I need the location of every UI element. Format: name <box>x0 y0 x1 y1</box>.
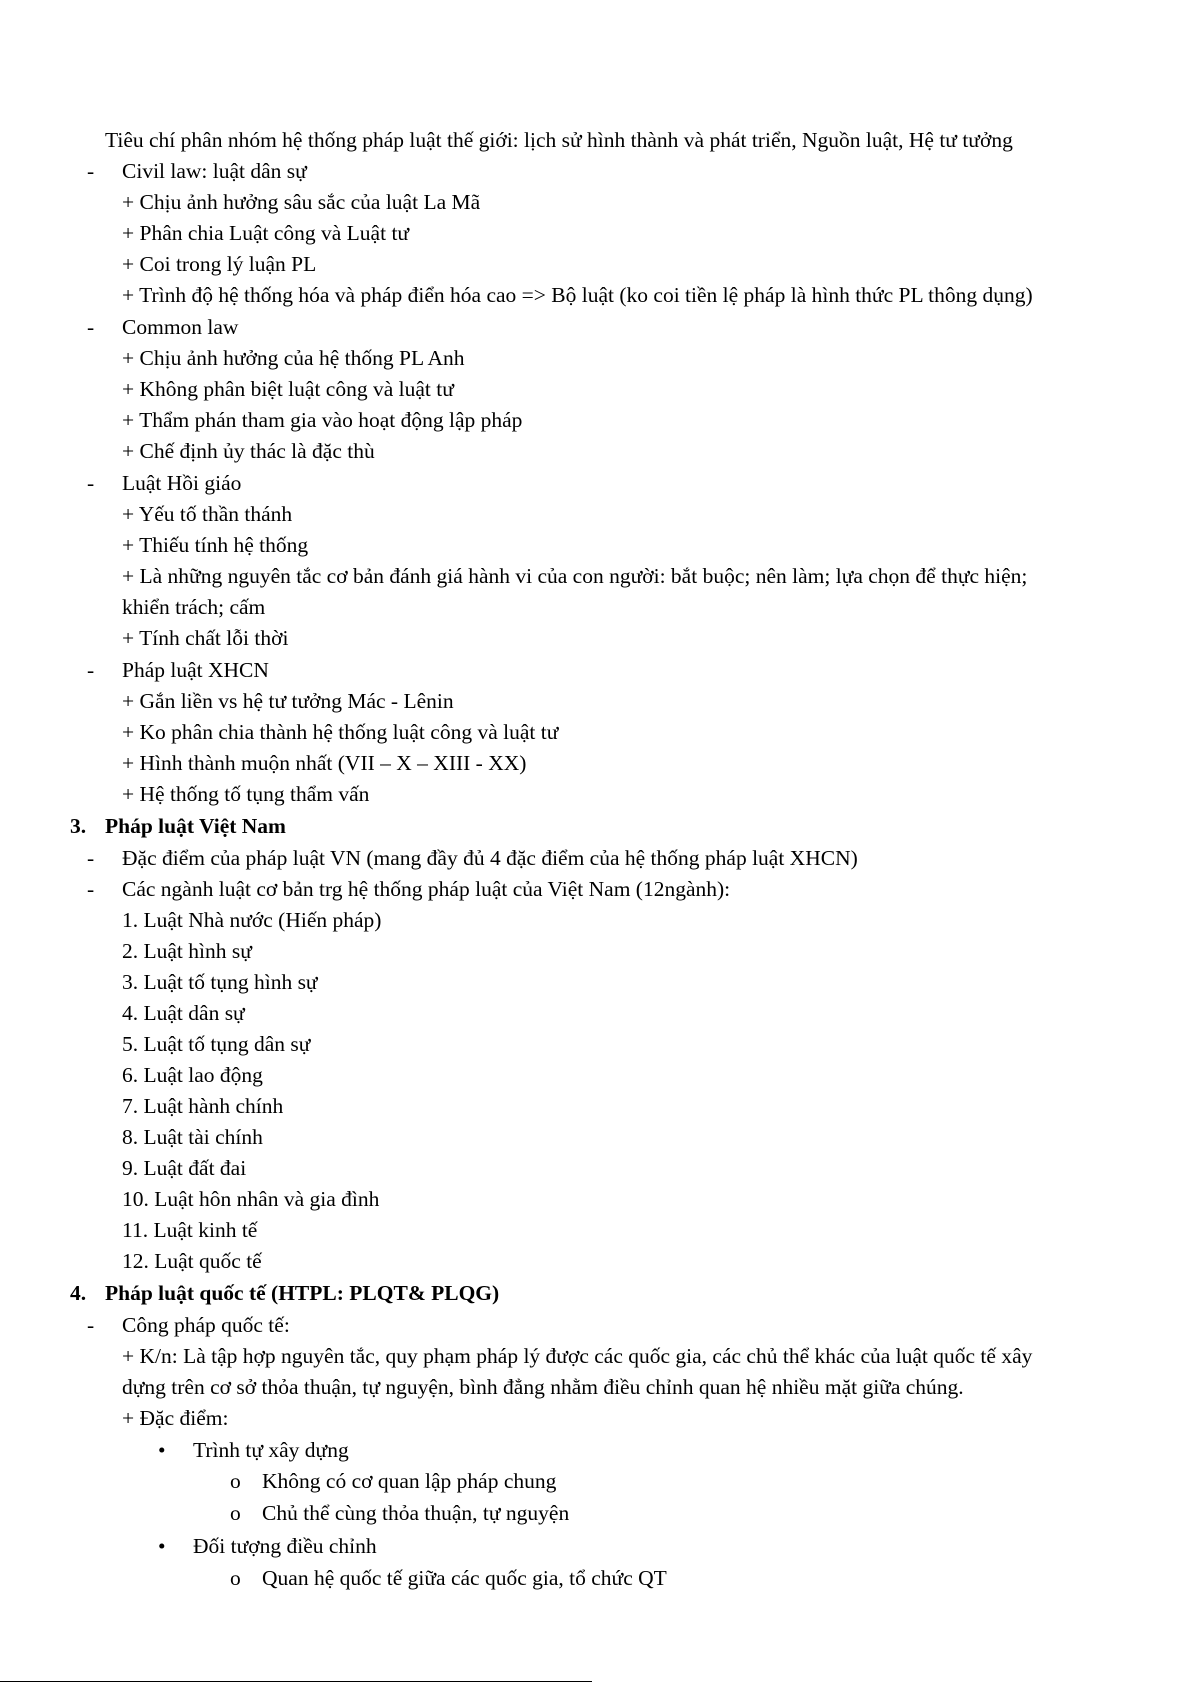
law-branch-item: 8. Luật tài chính <box>122 1125 263 1149</box>
law-branch-item: 10. Luật hôn nhân và gia đình <box>122 1187 380 1211</box>
section-3-number: 3. <box>70 814 87 838</box>
law-branch-item: 7. Luật hành chính <box>122 1094 284 1118</box>
civil-law-item: + Chịu ảnh hưởng sâu sắc của luật La Mã <box>122 190 481 214</box>
socialist-law-item: + Hệ thống tố tụng thẩm vấn <box>122 782 370 806</box>
dash-marker: - <box>87 1313 95 1337</box>
islamic-law-title: Luật Hồi giáo <box>122 471 242 495</box>
section-4-title: Pháp luật quốc tế (HTPL: PLQT& PLQG) <box>105 1281 500 1305</box>
section-3-title: Pháp luật Việt Nam <box>105 814 286 838</box>
bullet-marker: • <box>158 1534 166 1558</box>
definition-line: + K/n: Là tập hợp nguyên tắc, quy phạm pháp lý được các quốc gia, các chủ thể khác của luật quốc tế xây <box>122 1344 1033 1368</box>
public-intl-law-title: Công pháp quốc tế: <box>122 1313 290 1337</box>
footer-rule <box>0 1681 592 1682</box>
socialist-law-item: + Gắn liền vs hệ tư tưởng Mác - Lênin <box>122 689 454 713</box>
socialist-law-item: + Hình thành muộn nhất (VII – X – XIII - XX) <box>122 751 527 775</box>
law-branch-item: 11. Luật kinh tế <box>122 1218 258 1242</box>
feature-item: Đối tượng điều chỉnh <box>193 1534 377 1558</box>
civil-law-item: + Trình độ hệ thống hóa và pháp điển hóa cao => Bộ luật (ko coi tiền lệ pháp là hình thức PL thông dụng) <box>122 283 1033 307</box>
dash-marker: - <box>87 658 95 682</box>
law-branch-item: 5. Luật tố tụng dân sự <box>122 1032 311 1056</box>
law-branch-item: 12. Luật quốc tế <box>122 1249 262 1273</box>
socialist-law-item: + Ko phân chia thành hệ thống luật công và luật tư <box>122 720 559 744</box>
islamic-law-item: + Tính chất lỗi thời <box>122 626 289 650</box>
feature-subitem: Quan hệ quốc tế giữa các quốc gia, tổ chức QT <box>262 1566 667 1590</box>
civil-law-item: + Coi trong lý luận PL <box>122 252 317 276</box>
islamic-law-item: + Yếu tố thần thánh <box>122 502 293 526</box>
islamic-law-item: + Là những nguyên tắc cơ bản đánh giá hành vi của con người: bắt buộc; nên làm; lựa chọn để thực hiện; <box>122 564 1028 588</box>
dash-marker: - <box>87 846 95 870</box>
common-law-item: + Chịu ảnh hưởng của hệ thống PL Anh <box>122 346 465 370</box>
common-law-item: + Chế định ủy thác là đặc thù <box>122 439 375 463</box>
law-branch-item: 2. Luật hình sự <box>122 939 252 963</box>
feature-item: Trình tự xây dựng <box>193 1438 349 1462</box>
civil-law-item: + Phân chia Luật công và Luật tư <box>122 221 410 245</box>
section-3-point: Đặc điểm của pháp luật VN (mang đầy đủ 4 đặc điểm của hệ thống pháp luật XHCN) <box>122 846 858 870</box>
bullet-marker: • <box>158 1438 166 1462</box>
circle-marker: o <box>230 1469 241 1493</box>
law-branch-item: 6. Luật lao động <box>122 1063 263 1087</box>
common-law-item: + Thẩm phán tham gia vào hoạt động lập pháp <box>122 408 523 432</box>
feature-subitem: Không có cơ quan lập pháp chung <box>262 1469 557 1493</box>
dash-marker: - <box>87 877 95 901</box>
socialist-law-title: Pháp luật XHCN <box>122 658 269 682</box>
dash-marker: - <box>87 315 95 339</box>
feature-subitem: Chủ thể cùng thỏa thuận, tự nguyện <box>262 1501 570 1525</box>
islamic-law-item: khiển trách; cấm <box>122 595 266 619</box>
law-branch-item: 4. Luật dân sự <box>122 1001 245 1025</box>
intro-line: Tiêu chí phân nhóm hệ thống pháp luật thế giới: lịch sử hình thành và phát triển, Nguồn luật, Hệ tư tưởng <box>105 128 1013 152</box>
common-law-title: Common law <box>122 315 239 339</box>
common-law-item: + Không phân biệt luật công và luật tư <box>122 377 454 401</box>
definition-line: dựng trên cơ sở thỏa thuận, tự nguyện, bình đẳng nhằm điều chỉnh quan hệ nhiều mặt giữa chúng. <box>122 1375 964 1399</box>
law-branch-item: 9. Luật đất đai <box>122 1156 247 1180</box>
civil-law-title: Civil law: luật dân sự <box>122 159 307 183</box>
section-4-number: 4. <box>70 1281 87 1305</box>
dash-marker: - <box>87 471 95 495</box>
islamic-law-item: + Thiếu tính hệ thống <box>122 533 309 557</box>
circle-marker: o <box>230 1566 241 1590</box>
circle-marker: o <box>230 1501 241 1525</box>
features-label: + Đặc điểm: <box>122 1406 229 1430</box>
section-3-point: Các ngành luật cơ bản trg hệ thống pháp luật của Việt Nam (12ngành): <box>122 877 731 901</box>
law-branch-item: 3. Luật tố tụng hình sự <box>122 970 318 994</box>
dash-marker: - <box>87 159 95 183</box>
law-branch-item: 1. Luật Nhà nước (Hiến pháp) <box>122 908 382 932</box>
